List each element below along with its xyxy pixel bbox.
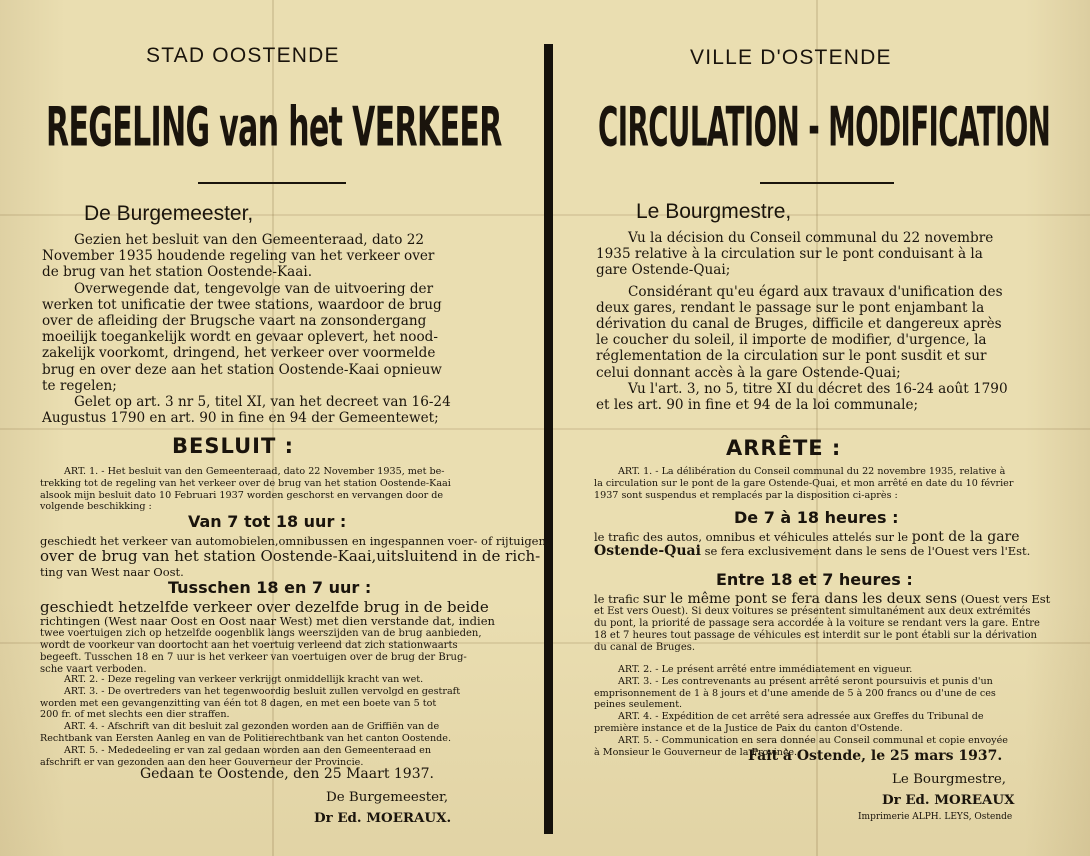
article-line: Rechtbank van Eersten Aanleg en van de Politierechtbank van het canton Oostende. [40,732,451,744]
rule-line: richtingen (West naar Oost en Oost naar West) met dien verstande dat, indien [40,614,495,628]
salutation-nl: De Burgemeester, [84,202,254,225]
printer-credit: Imprimerie ALPH. LEYS, Ostende [858,812,1013,822]
preamble-line: Gelet op art. 3 nr 5, titel XI, van het decreet van 16-24 [74,394,451,411]
signature-title-nl: De Burgemeester, [326,790,449,805]
article-line: emprisonnement de 1 à 8 jours et d'une amende de 5 à 200 francs ou d'une de ces [594,687,996,699]
rule-line: sche vaart verboden. [40,664,147,675]
preamble-line: de brug van het station Oostende-Kaai. [42,264,313,281]
article-line: ART. 2. - Deze regeling van verkeer verkrijgt onmiddellijk kracht van wet. [64,674,424,685]
article-line: alsook mijn besluit dato 10 Februari 1937 worden geschorst en vervangen door de [40,489,444,501]
preamble-line: le coucher du soleil, il importe de modifier, d'urgence, la [596,332,987,349]
day-rule-fr-station: Ostende-Quai [594,543,701,559]
rule-line: geschiedt hetzelfde verkeer over dezelfde brug in de beide [40,598,489,616]
article-line: à Monsieur le Gouverneur de la Province. [594,746,798,758]
night-rule-fr-direction: (Ouest vers Est [960,592,1051,606]
article-line: ART. 5. - Mededeeling er van zal gedaan worden aan den Gemeenteraad en [64,744,432,756]
articles-fr [594,664,1008,758]
rule-line: twee voertuigen zich op hetzelfde oogenblik langs weerszijden van de brug aanbieden, [40,628,482,639]
article-line: trekking tot de regeling van het verkeer over de brug van het station Oostende-Kaai [40,477,451,489]
preamble-line: November 1935 houdende regeling van het verkeer over [42,248,435,265]
preamble-line: te regelen; [42,377,117,394]
preamble-line: moeilijk toegankelijk wordt en gevaar oplevert, het nood- [42,329,438,346]
article-1-nl [40,466,451,513]
preamble-line: deux gares, rendant le passage sur le pont enjambant la [596,299,985,316]
rule-line: ting van West naar Oost. [40,565,184,579]
night-rule-fr [594,592,1050,654]
article-line: ART. 2. - Le présent arrêté entre immédiatement en vigueur. [618,664,913,675]
article-line: ART. 3. - Les contrevenants au présent arrêté seront poursuivis et punis d'un [618,675,993,687]
article-line: volgende beschikking : [40,501,152,513]
day-rule-fr-direction: se fera exclusivement dans le sens de l'Ouest vers l'Est. [704,544,1031,558]
rule-line: begeeft. Tusschen 18 en 7 uur is het verkeer van voertuigen over de brug der Brug- [40,652,467,663]
preamble-line: werken tot unificatie der twee stations, waardoor de brug [42,296,442,313]
headline-fr: CIRCULATION - MODIFICATION [598,96,1051,160]
article-line: ART. 3. - De overtreders van het tegenwoordig besluit zullen vervolgd en gestraft [64,685,461,697]
rule-line: geschiedt het verkeer van automobielen,omnibussen en ingespannen voer- of rijtuigen, [40,534,550,548]
day-rule-fr [594,530,1030,558]
article-1-fr [594,466,1013,501]
preamble-line: 1935 relative à la circulation sur le pont conduisant à la [596,246,983,263]
rule-line: du canal de Bruges. [594,642,696,653]
preamble-line: celui donnant accès à la gare Ostende-Quai; [596,364,901,381]
city-heading-nl: STAD OOSTENDE [146,44,340,67]
preamble-nl [42,232,502,426]
preamble-line: réglementation de la circulation sur le pont susdit et sur [596,348,987,365]
rule-line: wordt de voorkeur van doortocht aan het voertuig verleend dat zich stationwaarts [40,640,458,651]
subheading-fr-night: Entre 18 et 7 heures : [716,570,913,589]
article-line: première instance et de la Justice de Paix du canton d'Ostende. [594,722,903,734]
done-line-fr: Fait à Ostende, le 25 mars 1937. [748,748,1003,764]
preamble-line: Overwegende dat, tengevolge van de uitvoering der [74,280,434,297]
heading-rule [198,182,346,184]
heading-rule [760,182,894,184]
preamble-line: zakelijk voorkomt, dringend, het verkeer over voormelde [42,345,436,362]
article-line: afschrift er van gezonden aan den heer Gouverneur der Provincie. [40,756,364,768]
section-heading-fr: ARRÊTE : [726,436,842,460]
article-line: 200 fr. of met slechts een dier straffen. [40,709,230,721]
article-line: ART. 5. - Communication en sera donnée au Conseil communal et copie envoyée [618,734,1008,746]
day-rule-fr-bridge: pont de la gare [911,529,1020,545]
subheading-nl-night: Tusschen 18 en 7 uur : [168,578,372,597]
preamble-line: Gezien het besluit van den Gemeenteraad, dato 22 [74,232,425,248]
city-heading-fr: VILLE D'OSTENDE [690,46,892,69]
article-line: ART. 4. - Expédition de cet arrêté sera adressée aux Greffes du Tribunal de [618,711,984,723]
article-line: la circulation sur le pont de la gare Ostende-Quai, et mon arrêté en date du 10 février [594,477,1014,489]
salutation-fr: Le Bourgmestre, [636,200,792,223]
preamble-line: et les art. 90 in fine et 94 de la loi communale; [596,397,919,414]
preamble-line: brug en over deze aan het station Oostende-Kaai opnieuw [42,361,442,378]
signature-title-fr: Le Bourgmestre, [892,772,1007,787]
preamble-line: Considérant qu'eu égard aux travaux d'unification des [628,283,1003,300]
article-line: worden met een gevangenzitting van één tot 8 dagen, en met een boete van 5 tot [40,697,437,709]
preamble-line: Vu la décision du Conseil communal du 22 novembre [628,230,994,246]
articles-nl [40,674,460,768]
signature-name-fr: Dr Ed. MOREAUX [882,792,1015,808]
night-rule-fr-both-ways: sur le même pont se fera dans les deux sens [642,591,958,607]
preamble-fr [596,230,1054,413]
article-line: 1937 sont suspendus et remplacés par la disposition ci-après : [594,489,898,501]
headline-nl: REGELING van het VERKEER [46,96,502,160]
article-line: peines seulement. [594,699,683,711]
preamble-line: over de afleiding der Brugsche vaart na zonsondergang [42,313,427,330]
rule-line: 18 et 7 heures tout passage de véhicules est interdit sur le pont établi sur la dérivation [594,630,1037,641]
subheading-fr-day: De 7 à 18 heures : [734,508,899,527]
night-rule-nl [40,600,495,676]
preamble-line: Vu l'art. 3, no 5, titre XI du décret des 16-24 août 1790 [628,380,1008,397]
article-line: ART. 4. - Afschrift van dit besluit zal gezonden worden aan de Griffiën van de [64,721,440,733]
signature-name-nl: Dr Ed. MOERAUX. [314,810,452,826]
rule-line: et Est vers Ouest). Si deux voitures se présentent simultanément aux deux extrémités [594,606,1031,617]
subheading-nl-day: Van 7 tot 18 uur : [188,512,347,531]
night-rule-fr-text: le trafic [594,592,640,606]
article-line: ART. 1. - Het besluit van den Gemeenteraad, dato 22 November 1935, met be- [64,466,445,477]
preamble-line: dérivation du canal de Bruges, difficile et dangereux après [596,316,1002,333]
preamble-line: gare Ostende-Quai; [596,262,731,279]
rule-line: du pont, la priorité de passage sera accordée à la voiture se rendant vers la gare. Entre [594,618,1040,629]
rule-line: over de brug van het station Oostende-Kaai,uitsluitend in de rich- [40,547,541,565]
day-rule-nl [40,534,550,579]
preamble-line: Augustus 1790 en art. 90 in fine en 94 der Gemeentewet; [42,410,439,427]
day-rule-fr-text: le trafic des autos, omnibus et véhicules attelés sur le [594,530,909,544]
article-line: ART. 1. - La délibération du Conseil communal du 22 novembre 1935, relative à [618,466,1006,477]
column-divider [544,44,553,834]
done-line-nl: Gedaan te Oostende, den 25 Maart 1937. [140,766,434,782]
section-heading-nl: BESLUIT : [172,434,295,458]
